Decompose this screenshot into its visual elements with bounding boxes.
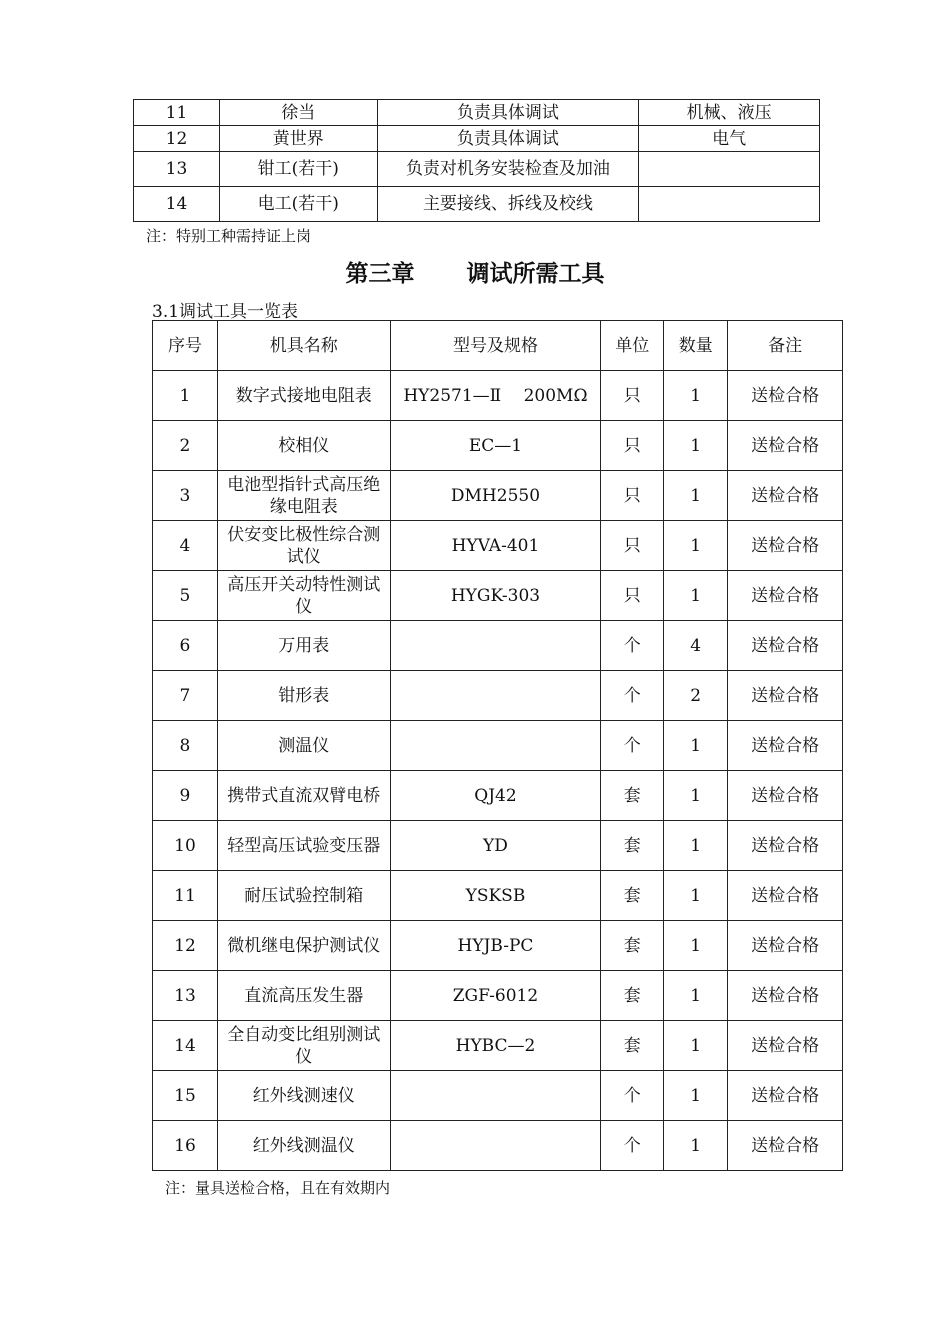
tools-cell-unit: 只 xyxy=(601,521,664,571)
tools-row xyxy=(153,471,843,521)
chapter-number: 第三章 xyxy=(345,261,415,287)
tools-row xyxy=(153,721,843,771)
tools-cell-qty: 1 xyxy=(664,471,728,521)
tools-cell-no: 14 xyxy=(153,1021,218,1071)
tools-cell-model: EC—1 xyxy=(390,421,601,471)
chapter-title xyxy=(0,255,950,288)
personnel-cell-no: 12 xyxy=(134,126,220,152)
tools-row xyxy=(153,1021,843,1071)
tools-row xyxy=(153,871,843,921)
tools-cell-remark: 送检合格 xyxy=(728,671,843,721)
tools-table-body xyxy=(153,371,843,1171)
tools-cell-name: 校相仪 xyxy=(217,421,390,471)
tools-cell-remark: 送检合格 xyxy=(728,471,843,521)
tools-cell-remark: 送检合格 xyxy=(728,1121,843,1171)
tools-row xyxy=(153,971,843,1021)
chapter-name: 调试所需工具 xyxy=(466,261,605,287)
tools-cell-name: 红外线测速仪 xyxy=(217,1071,390,1121)
tools-cell-unit: 个 xyxy=(601,721,664,771)
personnel-cell-specialty: 机械、液压 xyxy=(639,100,820,126)
personnel-row xyxy=(134,126,820,152)
tools-cell-model: ZGF-6012 xyxy=(390,971,601,1021)
personnel-cell-no: 11 xyxy=(134,100,220,126)
personnel-cell-no: 13 xyxy=(134,152,220,187)
tools-cell-qty: 1 xyxy=(664,821,728,871)
header-no: 序号 xyxy=(153,321,218,371)
tools-cell-no: 5 xyxy=(153,571,218,621)
tools-row xyxy=(153,671,843,721)
tools-row xyxy=(153,421,843,471)
tools-cell-remark: 送检合格 xyxy=(728,821,843,871)
tools-cell-unit: 只 xyxy=(601,571,664,621)
tools-cell-qty: 1 xyxy=(664,1121,728,1171)
tools-cell-name: 万用表 xyxy=(217,621,390,671)
header-unit: 单位 xyxy=(601,321,664,371)
tools-cell-no: 10 xyxy=(153,821,218,871)
tools-cell-no: 16 xyxy=(153,1121,218,1171)
personnel-cell-name: 黄世界 xyxy=(219,126,377,152)
tools-cell-no: 13 xyxy=(153,971,218,1021)
tools-cell-name: 电池型指针式高压绝缘电阻表 xyxy=(217,471,390,521)
tools-cell-unit: 套 xyxy=(601,921,664,971)
header-name: 机具名称 xyxy=(217,321,390,371)
tools-cell-qty: 1 xyxy=(664,921,728,971)
tools-row xyxy=(153,371,843,421)
tools-cell-remark: 送检合格 xyxy=(728,571,843,621)
tools-cell-qty: 4 xyxy=(664,621,728,671)
header-qty: 数量 xyxy=(664,321,728,371)
personnel-row xyxy=(134,187,820,222)
personnel-row xyxy=(134,100,820,126)
header-remark: 备注 xyxy=(728,321,843,371)
tools-cell-remark: 送检合格 xyxy=(728,521,843,571)
tools-cell-remark: 送检合格 xyxy=(728,421,843,471)
tools-cell-name: 微机继电保护测试仪 xyxy=(217,921,390,971)
tools-cell-unit: 套 xyxy=(601,771,664,821)
tools-cell-qty: 1 xyxy=(664,371,728,421)
tools-cell-model xyxy=(390,621,601,671)
tools-row xyxy=(153,821,843,871)
section-heading: 3.1调试工具一览表 xyxy=(152,302,299,322)
tools-cell-unit: 套 xyxy=(601,871,664,921)
tools-cell-model xyxy=(390,1071,601,1121)
tools-cell-model: QJ42 xyxy=(390,771,601,821)
tools-cell-unit: 个 xyxy=(601,671,664,721)
tools-cell-name: 测温仪 xyxy=(217,721,390,771)
personnel-cell-specialty xyxy=(639,152,820,187)
tools-cell-name: 携带式直流双臂电桥 xyxy=(217,771,390,821)
tools-row xyxy=(153,1121,843,1171)
tools-cell-remark: 送检合格 xyxy=(728,721,843,771)
tools-cell-remark: 送检合格 xyxy=(728,1071,843,1121)
tools-cell-unit: 套 xyxy=(601,1021,664,1071)
tools-cell-qty: 2 xyxy=(664,671,728,721)
personnel-row xyxy=(134,152,820,187)
tools-cell-no: 8 xyxy=(153,721,218,771)
tools-note: 注：量具送检合格，且在有效期内 xyxy=(165,1179,391,1197)
tools-cell-unit: 只 xyxy=(601,471,664,521)
tools-cell-no: 3 xyxy=(153,471,218,521)
tools-cell-remark: 送检合格 xyxy=(728,871,843,921)
tools-cell-name: 高压开关动特性测试仪 xyxy=(217,571,390,621)
personnel-note: 注：特别工种需持证上岗 xyxy=(146,227,312,245)
tools-cell-name: 轻型高压试验变压器 xyxy=(217,821,390,871)
tools-cell-name: 全自动变比组别测试仪 xyxy=(217,1021,390,1071)
tools-cell-unit: 套 xyxy=(601,821,664,871)
tools-header-row xyxy=(153,321,843,371)
tools-cell-remark: 送检合格 xyxy=(728,921,843,971)
tools-row xyxy=(153,621,843,671)
tools-cell-qty: 1 xyxy=(664,1071,728,1121)
tools-cell-qty: 1 xyxy=(664,871,728,921)
tools-cell-unit: 只 xyxy=(601,371,664,421)
personnel-cell-name: 电工(若干) xyxy=(219,187,377,222)
tools-cell-unit: 只 xyxy=(601,421,664,471)
tools-row xyxy=(153,771,843,821)
personnel-cell-duty: 负责对机务安装检查及加油 xyxy=(377,152,639,187)
personnel-cell-specialty: 电气 xyxy=(639,126,820,152)
tools-cell-qty: 1 xyxy=(664,771,728,821)
tools-cell-no: 2 xyxy=(153,421,218,471)
personnel-cell-name: 徐当 xyxy=(219,100,377,126)
tools-cell-no: 12 xyxy=(153,921,218,971)
tools-cell-no: 11 xyxy=(153,871,218,921)
tools-cell-qty: 1 xyxy=(664,971,728,1021)
tools-cell-model xyxy=(390,671,601,721)
tools-cell-no: 7 xyxy=(153,671,218,721)
tools-cell-name: 耐压试验控制箱 xyxy=(217,871,390,921)
tools-row xyxy=(153,1071,843,1121)
tools-cell-qty: 1 xyxy=(664,1021,728,1071)
tools-cell-no: 9 xyxy=(153,771,218,821)
personnel-cell-no: 14 xyxy=(134,187,220,222)
tools-cell-unit: 个 xyxy=(601,621,664,671)
tools-cell-model: HYVA-401 xyxy=(390,521,601,571)
tools-cell-remark: 送检合格 xyxy=(728,771,843,821)
header-model: 型号及规格 xyxy=(390,321,601,371)
tools-cell-model: YD xyxy=(390,821,601,871)
tools-cell-remark: 送检合格 xyxy=(728,621,843,671)
tools-cell-unit: 套 xyxy=(601,971,664,1021)
personnel-cell-duty: 负责具体调试 xyxy=(377,100,639,126)
tools-cell-model: HYGK-303 xyxy=(390,571,601,621)
tools-cell-no: 1 xyxy=(153,371,218,421)
tools-cell-unit: 个 xyxy=(601,1121,664,1171)
tools-cell-unit: 个 xyxy=(601,1071,664,1121)
tools-cell-model: HY2571—Ⅱ 200MΩ xyxy=(390,371,601,421)
personnel-cell-specialty xyxy=(639,187,820,222)
tools-cell-model xyxy=(390,721,601,771)
tools-table xyxy=(152,320,843,1171)
tools-cell-no: 15 xyxy=(153,1071,218,1121)
tools-cell-no: 6 xyxy=(153,621,218,671)
tools-cell-no: 4 xyxy=(153,521,218,571)
tools-cell-name: 红外线测温仪 xyxy=(217,1121,390,1171)
personnel-cell-duty: 主要接线、拆线及校线 xyxy=(377,187,639,222)
tools-row xyxy=(153,571,843,621)
tools-cell-qty: 1 xyxy=(664,521,728,571)
personnel-cell-name: 钳工(若干) xyxy=(219,152,377,187)
tools-cell-model xyxy=(390,1121,601,1171)
tools-cell-qty: 1 xyxy=(664,571,728,621)
personnel-table xyxy=(133,99,820,222)
tools-cell-remark: 送检合格 xyxy=(728,971,843,1021)
tools-cell-remark: 送检合格 xyxy=(728,371,843,421)
tools-cell-name: 直流高压发生器 xyxy=(217,971,390,1021)
tools-cell-model: DMH2550 xyxy=(390,471,601,521)
tools-cell-model: HYBC—2 xyxy=(390,1021,601,1071)
tools-cell-name: 伏安变比极性综合测试仪 xyxy=(217,521,390,571)
tools-row xyxy=(153,921,843,971)
tools-cell-remark: 送检合格 xyxy=(728,1021,843,1071)
tools-cell-model: HYJB-PC xyxy=(390,921,601,971)
personnel-table-body xyxy=(134,100,820,222)
tools-cell-qty: 1 xyxy=(664,421,728,471)
tools-cell-name: 数字式接地电阻表 xyxy=(217,371,390,421)
tools-row xyxy=(153,521,843,571)
tools-cell-model: YSKSB xyxy=(390,871,601,921)
tools-cell-name: 钳形表 xyxy=(217,671,390,721)
tools-cell-qty: 1 xyxy=(664,721,728,771)
personnel-cell-duty: 负责具体调试 xyxy=(377,126,639,152)
